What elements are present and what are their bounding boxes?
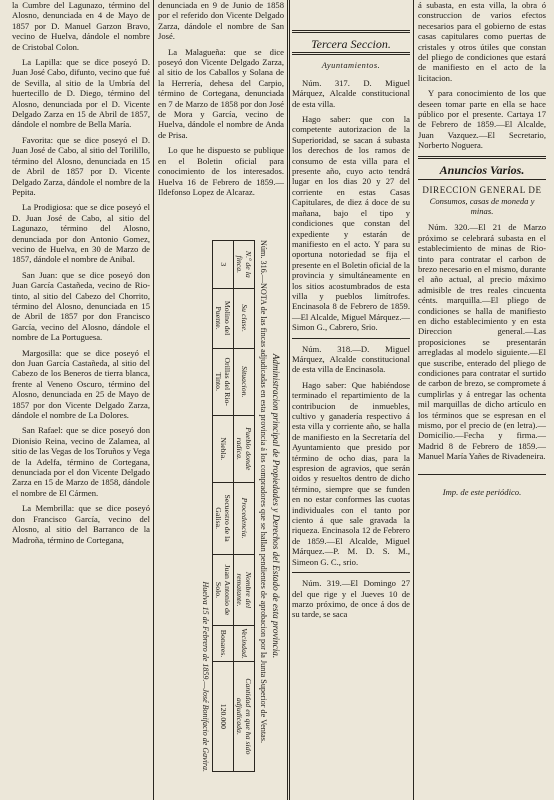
column-double-rule [287, 0, 290, 800]
section-title: Tercera Seccion. [311, 37, 391, 51]
direction-title: DIRECCION GENERAL DE [422, 185, 542, 196]
notice-body: Y para conocimiento de los que deseen tomar parte en ella se hace público por el presente. Cartaya 17 de Febrero de 1859.—El Alcalde, Juan Vazquez.—El Secretario, Norberto Noguera. [418, 88, 546, 151]
mine-entry: Favorita: que se dice poseyó el D. Juan José de Cabo, al sitio del Torilillo, término del Alosno, denunciada en 15 de Abril de 1857 por D. Vicente Delgado Zarza, dándole el nombre de la Pepita. [12, 134, 150, 197]
column-4 [418, 0, 546, 497]
notice-rule [292, 338, 410, 339]
printer-footer: Imp. de este periódico. [442, 486, 522, 497]
notice-rule [292, 572, 410, 573]
mine-entry: la Cumbre del Lagunazo, término del Alosno, denunciada en 4 de Mayo de 1857 por D. Manuel Garzon Bravo, vecino de Huelva, dándole el nombre de Cristobal Colon. [12, 0, 150, 52]
notice-body: Núm. 319.—El Domingo 27 del que rige y el Jueves 10 de marzo próximo, de once á dos de su tarde, se saca [292, 578, 410, 620]
direction-subtitle: Consumos, casas de moneda y minas. [429, 195, 535, 216]
footer-rule [418, 474, 546, 475]
mine-entry: denunciada en 9 de Junio de 1858 por el referido don Vicente Delgado Zarza, dándole el nombre de San José. [158, 0, 284, 42]
table-note: Núm. 316.—NOTA de las fincas adjudicadas en esta provincia á los compradores que se hallan pendientes de aprobacion por la Junta Superior de Ventas. [259, 240, 268, 744]
properties-table [212, 240, 255, 772]
column-rule [413, 0, 414, 800]
column-2 [158, 0, 284, 202]
section-rule [418, 179, 546, 180]
header-cell: Pueblo donde radica. [234, 415, 255, 482]
header-cell: N.º de la finca. [234, 241, 255, 289]
mine-entry: La Membrilla: que se dice poseyó don Francisco García, vecino del Alosno, al sitio del Barranco de la Madroña, término de Cortegana, [12, 503, 150, 545]
column-rule [153, 0, 154, 800]
notice-signature: Lo que he dispuesto se publique en el Boletin oficial para conocimiento de los interesados. Huelva 16 de Febrero de 1859.—Ildefonso Lopez de Alcaraz. [158, 145, 284, 197]
table-cell: 120.000 [213, 661, 234, 771]
rotated-table-block [158, 236, 284, 776]
notice-body: á subasta, en esta villa, la obra ó construccion de varios efectos necesarios para el gobierno de estas casas capitulares como puertas de cristales y otros útiles que constan del pliego de condiciones que estará de manifiesto en el acto de la licitacion. [418, 0, 546, 83]
notice-body: Hago saber: que con la competente autorizacion de la Superioridad, se sacan á subasta los derechos de los ramos de consumo de esta villa para el presente año, cuyo acto tendrá lugar en los dias 20 y 27 del corriente en estas Casas Capitulares, de diez á doce de su mañana, bajo el tipo y condiciones que constan del expediente y estarán de manifiesto en el acto. Y para su oportuna notoriedad se fija el presente en el Boletin oficial de la provincia y simultáneamente en los sitios acostumbrados de esta villa y pueblos limítrofes. Encinasola 8 de Febrero de 1859.—El Alcalde, Miguel Márquez.—Simon G., Cabrero, Srio. [292, 114, 410, 333]
table-cell: 3 [213, 241, 234, 289]
section-rule [292, 52, 410, 55]
column-3 [292, 0, 410, 625]
header-cell: Nombre del rematante. [234, 554, 255, 626]
table-row [213, 241, 234, 772]
table-cell: Juan Antonio de Solo. [213, 554, 234, 626]
table-cell: Orillas del Rio-Tinto. [213, 348, 234, 415]
header-cell: Situacion. [234, 348, 255, 415]
properties-table-container [161, 240, 281, 772]
header-cell: Vecindad. [234, 626, 255, 662]
mine-entry: La Lapilla: que se dice poseyó D. Juan José Cabo, difunto, vecino que fué de Sevilla, al sitio de la Umbría del huertecillo de D. Diego, término del Alosno, denunciada por el D. Vicente Delgado Zarza en 15 de Abril de 1857, dándole el nombre de Bella María. [12, 57, 150, 130]
mine-entry: San Rafael: que se dice poseyó don Dionisio Reina, vecino de Zalamea, al sitio de las Vegas de los Toruños y Vega de la Adelfa, término de Cortegana, denunciada por el don Vicente Delgado Zarza en 15 de Marzo de 1858, dándole el nombre de El Cármen. [12, 425, 150, 498]
table-cell: Molino del Puente. [213, 288, 234, 348]
header-cell: Procedencia. [234, 482, 255, 554]
ads-title: Anuncios Varios. [439, 162, 525, 177]
mine-entry: La Prodigiosa: que se dice poseyó el D. Juan José de Cabo, al sitio del Lagunazo, término del Alosno, denunciada por don Antonio Gomez, vecino de Huelva, en 30 de Marzo de 1857, dándole el nombre de Anibal. [12, 202, 150, 265]
table-cell: Bonares. [213, 626, 234, 662]
mine-entry: Margosilla: que se dice poseyó el don Juan García Castañeda, al sitio del Cabezo de los Beneros de tierra blanca, frente al Veneno Oscuro, término del Alosno, denunciada en 25 de Mayo de 1857 por don Vicente Delgado Zarza, dándole el nombre de La Dolores. [12, 347, 150, 421]
header-cell: Su clase. [234, 288, 255, 348]
notice-body: Hago saber: Que habiéndose terminado el repartimiento de la contribucion de inmuebles, cultivo y ganadería respectivo á esta villa y corriente año, se halla de manifiesto en la Secretaría del Ayuntamiento que presido por término de ocho dias, para la espresion de agravios, que serán oidos y resueltos dentro de dicho término, siempre que se funden en no estar conformes las cuotas individuales con el tanto por ciento á que sale gravada la riqueza. Encinasola 12 de Febrero de 1859.—El Alcalde, Miguel Márquez.—P. M. D. S. M., Simeon G. C., srio. [292, 379, 410, 567]
table-cell: Secuestro de la Galisa. [213, 482, 234, 554]
notice-heading: Núm. 318.—D. Miguel Márquez, Alcalde constitucional de esta villa de Encinasola. [292, 343, 410, 375]
table-footer: Huelva 15 de Febrero de 1859.—José Bonifacio de Gavira. [201, 581, 211, 772]
notice-heading: Núm. 317. D. Miguel Márquez, Alcalde constitucional de esta villa. [292, 77, 410, 109]
notice-body: Núm. 320.—El 21 de Marzo próximo se celebrará subasta en el establecimiento de minas de Rio-tinto para contratar el carbon de brezo necesario en el mismo, durante el año actual, al precio máximo admisible de tres reales cincuenta cénts. marquilla.—El pliego de condiciones se halla de manifiesto en dicho establecimiento y en esta Direccion general.—Las proposiciones se presentarán arregladas al modelo siguiente.—El que suscribe, enterado del pliego de condiciones para contratar el surtido de carbon de brezo, se compromete á cumplirlas y á entregar las ochenta mil marquillas de dicho artículo en los términos que se espresan en el mismo, por el precio de (en letra).—Domicilio.—Fecha y firma.—Madrid 8 de Febrero de 1859.—Manuel María Yañes de Rivadeneira. [418, 222, 546, 462]
table-heading: Administracion principal de Propiedades y Derechos del Estado de esta provincia. [271, 353, 281, 659]
mine-entry: La Malagueña: que se dice poseyó don Vicente Delgado Zarza, al sitio de los Caballos y Solana de la Herrería, dehesa del Carpio, término de Cortegana, denunciada en 7 de Marzo de 1858 por don José de Mora y García, vecino de Huelva, dándole el nombre de Anda de Prisa. [158, 46, 284, 140]
column-1 [12, 0, 150, 550]
header-cell: Cantidad en que ha sido adjudicada. [234, 661, 255, 771]
mine-entry: San Juan: que se dice poseyó don Juan García Castañeda, vecino de Rio-tinto, al sitio del Cabezo del Chorrito, término del Alosno, denunciada en 15 de Abril de 1857 por don Francisco García, vecino del Alosno, dándole el nombre de La Portuguesa. [12, 269, 150, 343]
section-subtitle: Ayuntamientos. [321, 61, 381, 71]
section-rule [292, 30, 410, 33]
table-cell: Niebla. [213, 415, 234, 482]
section-rule [418, 156, 546, 159]
table-header-row [234, 241, 255, 772]
